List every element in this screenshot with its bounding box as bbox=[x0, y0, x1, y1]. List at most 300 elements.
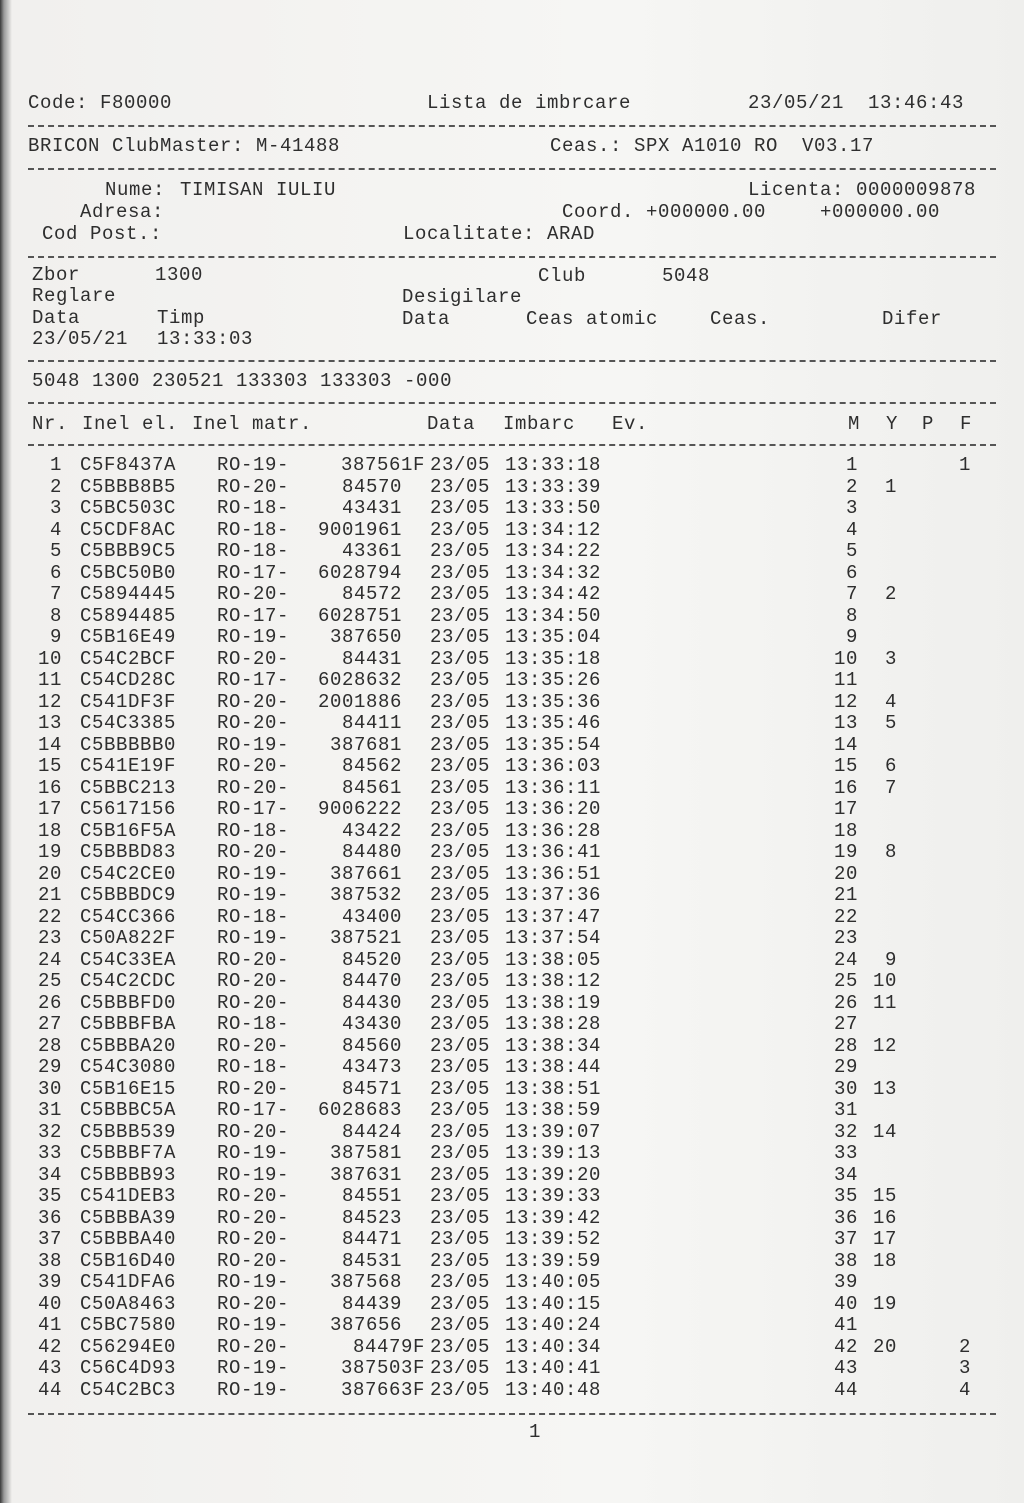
arrival-date: 23/05 bbox=[430, 1099, 491, 1121]
inel-matr-prefix: RO-20- bbox=[217, 991, 290, 1014]
inel-matr-prefix: RO-20- bbox=[217, 841, 290, 863]
arrival-time: 13:39:33 bbox=[505, 1185, 602, 1207]
inel-matr-number: 84479F bbox=[352, 1335, 425, 1358]
col-m: 34 bbox=[833, 1163, 858, 1186]
inel-el: C54C2BC3 bbox=[80, 1378, 177, 1401]
table-row bbox=[0, 778, 1024, 799]
col-y: 18 bbox=[872, 1249, 897, 1272]
inel-el: C5894485 bbox=[80, 604, 177, 627]
row-number: 11 bbox=[37, 669, 62, 691]
row-number: 22 bbox=[37, 905, 62, 928]
table-row bbox=[0, 584, 1024, 605]
arrival-time: 13:40:15 bbox=[505, 1292, 602, 1315]
col-m: 22 bbox=[833, 905, 858, 928]
arrival-date: 23/05 bbox=[430, 1271, 491, 1293]
col-y: 4 bbox=[884, 690, 897, 713]
inel-el: C5BBBBB0 bbox=[80, 733, 177, 756]
inel-matr-prefix: RO-17- bbox=[217, 604, 290, 627]
inel-matr-number: 84520 bbox=[341, 948, 402, 971]
inel-el: C54C33EA bbox=[80, 948, 177, 971]
inel-matr-prefix: RO-18- bbox=[217, 1013, 290, 1035]
inel-el: C5BC503C bbox=[80, 497, 177, 519]
inel-matr-number: 387631 bbox=[329, 1163, 402, 1186]
arrival-date: 23/05 bbox=[430, 991, 491, 1014]
inel-matr-number: 43422 bbox=[341, 819, 402, 842]
table-row bbox=[0, 1122, 1024, 1143]
table-row bbox=[0, 1100, 1024, 1121]
inel-el: C5BBBC5A bbox=[80, 1099, 177, 1121]
arrival-date: 23/05 bbox=[430, 1335, 491, 1358]
col-y: 16 bbox=[872, 1206, 897, 1229]
inel-el: C5B16E49 bbox=[80, 626, 177, 648]
inel-el: C5BBBA39 bbox=[80, 1206, 177, 1229]
row-number: 3 bbox=[49, 497, 62, 519]
table-row bbox=[0, 713, 1024, 734]
inel-el: C5BBBFD0 bbox=[80, 991, 177, 1014]
header-imbarc: Imbarc bbox=[503, 413, 576, 435]
inel-el: C5BBB539 bbox=[80, 1120, 177, 1143]
inel-el: C5894445 bbox=[80, 583, 177, 605]
inel-matr-prefix: RO-20- bbox=[217, 690, 290, 713]
arrival-time: 13:36:41 bbox=[505, 841, 602, 863]
row-number: 1 bbox=[49, 454, 62, 476]
inel-matr-number: 43430 bbox=[341, 1013, 402, 1035]
inel-matr-number: 9001961 bbox=[317, 518, 402, 541]
header-nr: Nr. bbox=[32, 413, 69, 435]
arrival-date: 23/05 bbox=[430, 561, 491, 584]
arrival-time: 13:38:44 bbox=[505, 1056, 602, 1078]
reglare-label: Reglare bbox=[32, 285, 117, 307]
inel-matr-number: 84531 bbox=[341, 1249, 402, 1272]
table-row bbox=[0, 1229, 1024, 1250]
col-m: 26 bbox=[833, 991, 858, 1014]
data2-label: Data bbox=[402, 308, 451, 330]
row-number: 44 bbox=[37, 1378, 62, 1401]
arrival-time: 13:39:42 bbox=[505, 1206, 602, 1229]
col-m: 40 bbox=[833, 1292, 858, 1315]
arrival-time: 13:38:34 bbox=[505, 1034, 602, 1057]
row-number: 10 bbox=[37, 647, 62, 670]
arrival-date: 23/05 bbox=[430, 454, 491, 476]
inel-matr-number: 43431 bbox=[341, 497, 402, 519]
inel-el: C5B16E15 bbox=[80, 1077, 177, 1100]
row-number: 41 bbox=[37, 1314, 62, 1336]
inel-matr-number: 6028794 bbox=[317, 561, 402, 584]
inel-matr-number: 43361 bbox=[341, 540, 402, 562]
col-y: 7 bbox=[884, 776, 897, 799]
inel-el: C5BBBDC9 bbox=[80, 884, 177, 906]
arrival-date: 23/05 bbox=[430, 905, 491, 928]
row-number: 25 bbox=[37, 970, 62, 992]
arrival-time: 13:39:13 bbox=[505, 1142, 602, 1164]
inel-matr-prefix: RO-19- bbox=[217, 884, 290, 906]
inel-matr-prefix: RO-19- bbox=[217, 927, 290, 949]
inel-matr-prefix: RO-20- bbox=[217, 948, 290, 971]
table-row bbox=[0, 1380, 1024, 1401]
divider bbox=[28, 444, 996, 446]
col-y: 20 bbox=[872, 1335, 897, 1358]
arrival-time: 13:34:32 bbox=[505, 561, 602, 584]
table-row bbox=[0, 907, 1024, 928]
inel-matr-number: 84551 bbox=[341, 1185, 402, 1207]
divider bbox=[28, 168, 996, 170]
arrival-date: 23/05 bbox=[430, 1034, 491, 1057]
table-row bbox=[0, 563, 1024, 584]
inel-el: C5CDF8AC bbox=[80, 518, 177, 541]
arrival-date: 23/05 bbox=[430, 776, 491, 799]
inel-el: C50A8463 bbox=[80, 1292, 177, 1315]
col-m: 16 bbox=[833, 776, 858, 799]
inel-el: C54C2CDC bbox=[80, 970, 177, 992]
table-row bbox=[0, 735, 1024, 756]
col-m: 29 bbox=[833, 1056, 858, 1078]
zbor-value: 1300 bbox=[155, 264, 204, 286]
table-row bbox=[0, 455, 1024, 476]
row-number: 4 bbox=[49, 518, 62, 541]
row-number: 9 bbox=[49, 626, 62, 648]
arrival-time: 13:34:22 bbox=[505, 540, 602, 562]
inel-matr-prefix: RO-20- bbox=[217, 647, 290, 670]
arrival-time: 13:36:28 bbox=[505, 819, 602, 842]
col-m: 44 bbox=[833, 1378, 858, 1401]
divider bbox=[28, 402, 996, 404]
inel-matr-prefix: RO-20- bbox=[217, 1292, 290, 1315]
inel-el: C541DF3F bbox=[80, 690, 177, 713]
col-m: 27 bbox=[833, 1013, 858, 1035]
inel-matr-number: 387561F bbox=[340, 454, 425, 476]
col-y: 12 bbox=[872, 1034, 897, 1057]
col-y: 3 bbox=[884, 647, 897, 670]
row-number: 5 bbox=[49, 540, 62, 562]
col-y: 14 bbox=[872, 1120, 897, 1143]
inel-matr-prefix: RO-20- bbox=[217, 970, 290, 992]
arrival-date: 23/05 bbox=[430, 1378, 491, 1401]
row-number: 20 bbox=[37, 862, 62, 885]
arrival-time: 13:38:51 bbox=[505, 1077, 602, 1100]
col-m: 28 bbox=[833, 1034, 858, 1057]
code: Code: F80000 bbox=[28, 92, 173, 114]
inel-matr-prefix: RO-20- bbox=[217, 755, 290, 777]
inel-matr-prefix: RO-19- bbox=[217, 862, 290, 885]
inel-matr-number: 387656 bbox=[329, 1314, 402, 1336]
inel-el: C5F8437A bbox=[80, 454, 177, 476]
header-y: Y bbox=[886, 413, 899, 435]
arrival-time: 13:37:54 bbox=[505, 927, 602, 949]
inel-matr-number: 387568 bbox=[329, 1271, 402, 1293]
inel-el: C54C2CE0 bbox=[80, 862, 177, 885]
inel-el: C5BC50B0 bbox=[80, 561, 177, 584]
col-m: 7 bbox=[845, 583, 858, 605]
col-m: 41 bbox=[833, 1314, 858, 1336]
row-number: 39 bbox=[37, 1271, 62, 1293]
col-y: 2 bbox=[884, 583, 897, 605]
col-m: 20 bbox=[833, 862, 858, 885]
col-y: 8 bbox=[884, 841, 897, 863]
inel-el: C5B16F5A bbox=[80, 819, 177, 842]
inel-matr-number: 84562 bbox=[341, 755, 402, 777]
row-number: 38 bbox=[37, 1249, 62, 1272]
row-number: 30 bbox=[37, 1077, 62, 1100]
col-m: 23 bbox=[833, 927, 858, 949]
col-m: 36 bbox=[833, 1206, 858, 1229]
col-y: 13 bbox=[872, 1077, 897, 1100]
inel-matr-prefix: RO-20- bbox=[217, 475, 290, 498]
ceas-atomic-label: Ceas atomic bbox=[526, 308, 659, 330]
col-m: 43 bbox=[833, 1357, 858, 1379]
inel-el: C54C2BCF bbox=[80, 647, 177, 670]
arrival-time: 13:33:50 bbox=[505, 497, 602, 519]
row-number: 6 bbox=[49, 561, 62, 584]
inel-el: C5617156 bbox=[80, 798, 177, 820]
col-m: 31 bbox=[833, 1099, 858, 1121]
license: Licenta: 0000009878 bbox=[748, 179, 977, 201]
col-m: 10 bbox=[833, 647, 858, 670]
arrival-date: 23/05 bbox=[430, 970, 491, 992]
inel-matr-prefix: RO-20- bbox=[217, 1335, 290, 1358]
inel-matr-number: 387521 bbox=[329, 927, 402, 949]
col-m: 39 bbox=[833, 1271, 858, 1293]
arrival-date: 23/05 bbox=[430, 626, 491, 648]
arrival-date: 23/05 bbox=[430, 819, 491, 842]
table-row bbox=[0, 950, 1024, 971]
club-label: Club bbox=[538, 265, 587, 287]
col-m: 13 bbox=[833, 712, 858, 734]
col-y: 15 bbox=[872, 1185, 897, 1207]
inel-el: C56C4D93 bbox=[80, 1357, 177, 1379]
inel-matr-number: 84431 bbox=[341, 647, 402, 670]
arrival-date: 23/05 bbox=[430, 1206, 491, 1229]
row-number: 32 bbox=[37, 1120, 62, 1143]
col-f: 1 bbox=[958, 454, 971, 476]
table-row bbox=[0, 520, 1024, 541]
row-number: 23 bbox=[37, 927, 62, 949]
reglare-date: 23/05/21 bbox=[32, 328, 129, 350]
inel-matr-prefix: RO-19- bbox=[217, 1163, 290, 1186]
print-datetime: 23/05/21 13:46:43 bbox=[748, 92, 965, 114]
difer-label: Difer bbox=[882, 308, 943, 330]
inel-matr-number: 84471 bbox=[341, 1228, 402, 1250]
arrival-date: 23/05 bbox=[430, 1142, 491, 1164]
row-number: 42 bbox=[37, 1335, 62, 1358]
inel-matr-number: 84430 bbox=[341, 991, 402, 1014]
row-number: 19 bbox=[37, 841, 62, 863]
header-p: P bbox=[922, 413, 935, 435]
locality: Localitate: ARAD bbox=[403, 223, 596, 245]
table-row bbox=[0, 1358, 1024, 1379]
arrival-date: 23/05 bbox=[430, 1249, 491, 1272]
col-y: 9 bbox=[884, 948, 897, 971]
arrival-time: 13:34:42 bbox=[505, 583, 602, 605]
col-m: 38 bbox=[833, 1249, 858, 1272]
arrival-time: 13:35:04 bbox=[505, 626, 602, 648]
arrival-time: 13:37:47 bbox=[505, 905, 602, 928]
table-row bbox=[0, 1014, 1024, 1035]
arrival-date: 23/05 bbox=[430, 948, 491, 971]
col-m: 19 bbox=[833, 841, 858, 863]
arrival-date: 23/05 bbox=[430, 862, 491, 885]
arrival-time: 13:35:18 bbox=[505, 647, 602, 670]
inel-matr-prefix: RO-18- bbox=[217, 540, 290, 562]
inel-matr-prefix: RO-19- bbox=[217, 1378, 290, 1401]
arrival-date: 23/05 bbox=[430, 1314, 491, 1336]
header-inel-el: Inel el. bbox=[82, 413, 179, 435]
table-row bbox=[0, 1251, 1024, 1272]
arrival-date: 23/05 bbox=[430, 1357, 491, 1379]
col-y: 11 bbox=[872, 991, 897, 1014]
row-number: 43 bbox=[37, 1357, 62, 1379]
inel-matr-prefix: RO-18- bbox=[217, 497, 290, 519]
inel-el: C54C3385 bbox=[80, 712, 177, 734]
coord2: +000000.00 bbox=[820, 201, 941, 223]
inel-matr-prefix: RO-18- bbox=[217, 1056, 290, 1078]
row-number: 16 bbox=[37, 776, 62, 799]
inel-matr-number: 84439 bbox=[341, 1292, 402, 1315]
arrival-time: 13:39:07 bbox=[505, 1120, 602, 1143]
inel-matr-number: 6028632 bbox=[317, 669, 402, 691]
arrival-date: 23/05 bbox=[430, 884, 491, 906]
inel-matr-number: 84570 bbox=[341, 475, 402, 498]
col-m: 17 bbox=[833, 798, 858, 820]
table-row bbox=[0, 1315, 1024, 1336]
col-m: 32 bbox=[833, 1120, 858, 1143]
arrival-time: 13:40:34 bbox=[505, 1335, 602, 1358]
table-row bbox=[0, 1036, 1024, 1057]
arrival-date: 23/05 bbox=[430, 1163, 491, 1186]
table-row bbox=[0, 842, 1024, 863]
inel-matr-number: 9006222 bbox=[317, 798, 402, 820]
row-number: 8 bbox=[49, 604, 62, 627]
arrival-date: 23/05 bbox=[430, 733, 491, 756]
col-m: 11 bbox=[833, 669, 858, 691]
inel-el: C5BBB8B5 bbox=[80, 475, 177, 498]
table-row bbox=[0, 821, 1024, 842]
inel-matr-number: 43400 bbox=[341, 905, 402, 928]
inel-el: C5BBB9C5 bbox=[80, 540, 177, 562]
row-number: 35 bbox=[37, 1185, 62, 1207]
inel-matr-prefix: RO-20- bbox=[217, 583, 290, 605]
arrival-time: 13:38:28 bbox=[505, 1013, 602, 1035]
clock-info: Ceas.: SPX A1010 RO V03.17 bbox=[550, 135, 875, 157]
table-row bbox=[0, 1165, 1024, 1186]
inel-matr-number: 387650 bbox=[329, 626, 402, 648]
header-inel-matr: Inel matr. bbox=[192, 413, 313, 435]
coord: Coord. +000000.00 bbox=[562, 201, 767, 223]
table-row bbox=[0, 670, 1024, 691]
arrival-date: 23/05 bbox=[430, 798, 491, 820]
col-m: 3 bbox=[845, 497, 858, 519]
col-m: 1 bbox=[845, 454, 858, 476]
row-number: 15 bbox=[37, 755, 62, 777]
inel-matr-number: 84470 bbox=[341, 970, 402, 992]
col-m: 15 bbox=[833, 755, 858, 777]
arrival-date: 23/05 bbox=[430, 1013, 491, 1035]
ceas-label: Ceas. bbox=[710, 308, 771, 330]
inel-matr-number: 84424 bbox=[341, 1120, 402, 1143]
arrival-date: 23/05 bbox=[430, 1185, 491, 1207]
row-number: 18 bbox=[37, 819, 62, 842]
row-number: 17 bbox=[37, 798, 62, 820]
col-m: 21 bbox=[833, 884, 858, 906]
arrival-time: 13:33:39 bbox=[505, 475, 602, 498]
arrival-date: 23/05 bbox=[430, 690, 491, 713]
arrival-time: 13:35:54 bbox=[505, 733, 602, 756]
inel-el: C50A822F bbox=[80, 927, 177, 949]
arrival-time: 13:39:52 bbox=[505, 1228, 602, 1250]
code-line: 5048 1300 230521 133303 133303 -000 bbox=[32, 370, 453, 392]
inel-matr-prefix: RO-18- bbox=[217, 819, 290, 842]
arrival-date: 23/05 bbox=[430, 755, 491, 777]
table-row bbox=[0, 928, 1024, 949]
arrival-date: 23/05 bbox=[430, 475, 491, 498]
col-m: 14 bbox=[833, 733, 858, 756]
row-number: 37 bbox=[37, 1228, 62, 1250]
arrival-time: 13:40:24 bbox=[505, 1314, 602, 1336]
inel-matr-number: 2001886 bbox=[317, 690, 402, 713]
table-row bbox=[0, 1337, 1024, 1358]
divider bbox=[28, 360, 996, 362]
inel-matr-prefix: RO-19- bbox=[217, 1357, 290, 1379]
inel-el: C54CD28C bbox=[80, 669, 177, 691]
inel-matr-number: 84523 bbox=[341, 1206, 402, 1229]
inel-matr-number: 84411 bbox=[341, 712, 402, 734]
header-m: M bbox=[848, 413, 861, 435]
table-row bbox=[0, 541, 1024, 562]
col-m: 33 bbox=[833, 1142, 858, 1164]
inel-matr-number: 84571 bbox=[341, 1077, 402, 1100]
arrival-date: 23/05 bbox=[430, 1077, 491, 1100]
col-y: 1 bbox=[884, 475, 897, 498]
inel-matr-prefix: RO-20- bbox=[217, 1206, 290, 1229]
arrival-date: 23/05 bbox=[430, 1228, 491, 1250]
arrival-time: 13:39:20 bbox=[505, 1163, 602, 1186]
desigilare-label: Desigilare bbox=[402, 286, 523, 308]
row-number: 33 bbox=[37, 1142, 62, 1164]
inel-matr-number: 84572 bbox=[341, 583, 402, 605]
inel-matr-prefix: RO-20- bbox=[217, 1120, 290, 1143]
arrival-time: 13:35:26 bbox=[505, 669, 602, 691]
col-f: 4 bbox=[958, 1378, 971, 1401]
row-number: 13 bbox=[37, 712, 62, 734]
inel-matr-prefix: RO-19- bbox=[217, 1314, 290, 1336]
inel-el: C5BBBD83 bbox=[80, 841, 177, 863]
header-ev: Ev. bbox=[612, 413, 649, 435]
inel-matr-number: 387581 bbox=[329, 1142, 402, 1164]
arrival-time: 13:36:11 bbox=[505, 776, 602, 799]
col-m: 8 bbox=[845, 604, 858, 627]
arrival-time: 13:36:03 bbox=[505, 755, 602, 777]
inel-matr-number: 387503F bbox=[340, 1357, 425, 1379]
arrival-time: 13:38:05 bbox=[505, 948, 602, 971]
inel-matr-prefix: RO-17- bbox=[217, 669, 290, 691]
row-number: 36 bbox=[37, 1206, 62, 1229]
table-row bbox=[0, 1272, 1024, 1293]
arrival-time: 13:39:59 bbox=[505, 1249, 602, 1272]
row-number: 31 bbox=[37, 1099, 62, 1121]
row-number: 7 bbox=[49, 583, 62, 605]
inel-matr-number: 84561 bbox=[341, 776, 402, 799]
arrival-date: 23/05 bbox=[430, 497, 491, 519]
inel-matr-prefix: RO-19- bbox=[217, 733, 290, 756]
col-m: 35 bbox=[833, 1185, 858, 1207]
inel-matr-prefix: RO-17- bbox=[217, 1099, 290, 1121]
table-row bbox=[0, 1208, 1024, 1229]
zbor-label: Zbor bbox=[32, 264, 81, 286]
arrival-time: 13:40:48 bbox=[505, 1378, 602, 1401]
inel-el: C54CC366 bbox=[80, 905, 177, 928]
col-y: 6 bbox=[884, 755, 897, 777]
col-m: 2 bbox=[845, 475, 858, 498]
table-row bbox=[0, 1294, 1024, 1315]
